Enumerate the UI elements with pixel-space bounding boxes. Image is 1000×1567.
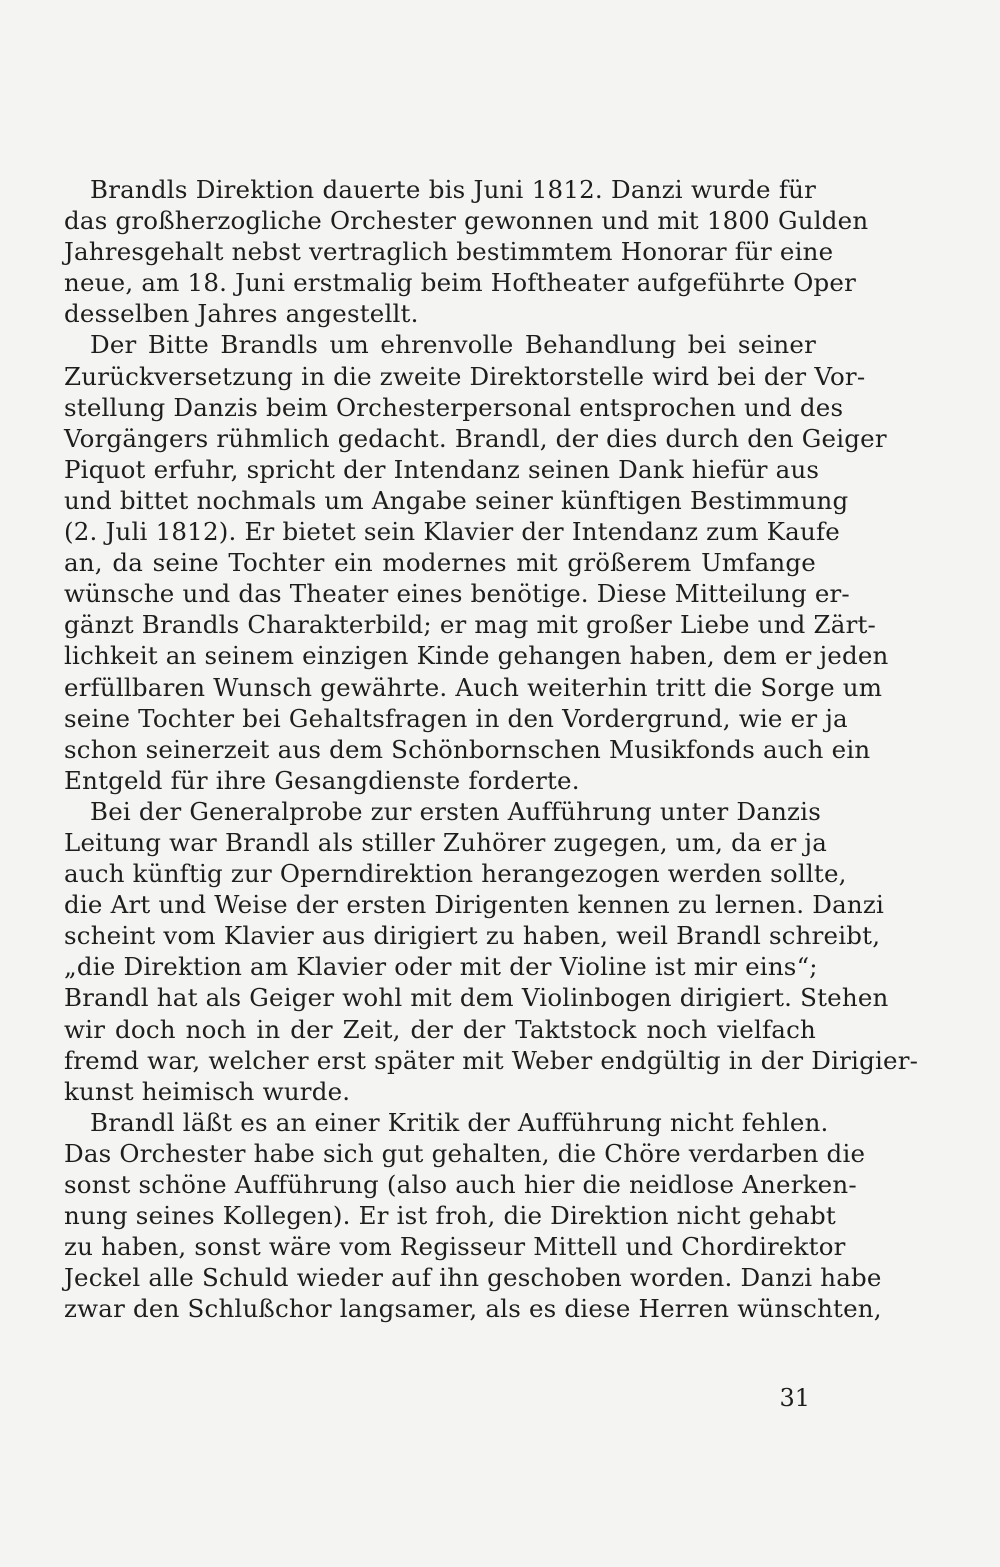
text-line: lichkeit an seinem einzigen Kinde gehangen haben, dem er jeden xyxy=(64,641,889,671)
text-line: „die Direktion am Klavier oder mit der Violine ist mir eins“; xyxy=(64,952,818,982)
text-line: neue, am 18. Juni erstmalig beim Hoftheater aufgeführte Oper xyxy=(64,268,857,298)
text-line: Brandl hat als Geiger wohl mit dem Violinbogen dirigiert. Stehen xyxy=(64,983,889,1013)
text-line: wir doch noch in der Zeit, der der Taktstock noch vielfach xyxy=(64,1014,816,1044)
text-line: Piquot erfuhr, spricht der Intendanz seinen Dank hiefür aus xyxy=(64,454,820,484)
text-line: sonst schöne Aufführung (also auch hier die neidlose Anerken- xyxy=(64,1170,857,1199)
text-line: wünsche und das Theater eines benötige. Diese Mitteilung er- xyxy=(64,579,850,609)
text-line: seine Tochter bei Gehaltsfragen in den Vordergrund, wie er ja xyxy=(64,703,848,733)
text-line: und bittet nochmals um Angabe seiner künftigen Bestimmung xyxy=(64,485,849,515)
text-line: nung seines Kollegen). Er ist froh, die Direktion nicht gehabt xyxy=(64,1201,836,1231)
text-line: Zurückversetzung in die zweite Direktorstelle wird bei der Vor- xyxy=(64,361,866,391)
text-line: zu haben, sonst wäre vom Regisseur Mittell und Chordirektor xyxy=(64,1232,846,1262)
text-line: Das Orchester habe sich gut gehalten, die Chöre verdarben die xyxy=(64,1138,866,1168)
text-line: Jeckel alle Schuld wieder auf ihn geschoben worden. Danzi habe xyxy=(64,1263,882,1293)
text-line: erfüllbaren Wunsch gewährte. Auch weiterhin tritt die Sorge um xyxy=(64,672,883,702)
text-line: Brandl läßt es an einer Kritik der Aufführung nicht fehlen. xyxy=(90,1107,829,1137)
text-line: zwar den Schlußchor langsamer, als es diese Herren wünschten, xyxy=(64,1294,882,1324)
text-line: Jahresgehalt nebst vertraglich bestimmtem Honorar für eine xyxy=(64,237,834,267)
text-line: die Art und Weise der ersten Dirigenten kennen zu lernen. Danzi xyxy=(64,890,885,920)
text-line: Entgeld für ihre Gesangdienste forderte. xyxy=(64,765,580,795)
text-line: (2. Juli 1812). Er bietet sein Klavier der Intendanz zum Kaufe xyxy=(64,517,840,547)
text-line: schon seinerzeit aus dem Schönbornschen Musikfonds auch ein xyxy=(64,734,871,764)
body-text xyxy=(64,174,919,1324)
text-line: gänzt Brandls Charakterbild; er mag mit großer Liebe und Zärt- xyxy=(64,610,877,640)
text-line: auch künftig zur Operndirektion herangezogen werden sollte, xyxy=(64,859,847,889)
text-line: desselben Jahres angestellt. xyxy=(64,299,419,329)
text-line: Leitung war Brandl als stiller Zuhörer zugegen, um, da er ja xyxy=(64,827,828,857)
text-line: an, da seine Tochter ein modernes mit größerem Umfange xyxy=(64,548,816,578)
text-line: das großherzogliche Orchester gewonnen und mit 1800 Gulden xyxy=(64,206,869,236)
text-line: Vorgängers rühmlich gedacht. Brandl, der dies durch den Geiger xyxy=(64,423,887,453)
text-line: stellung Danzis beim Orchesterpersonal entsprochen und des xyxy=(64,392,844,422)
text-line: Der Bitte Brandls um ehrenvolle Behandlung bei seiner xyxy=(90,330,816,360)
text-line: scheint vom Klavier aus dirigiert zu haben, weil Brandl schreibt, xyxy=(64,921,881,951)
text-line: Bei der Generalprobe zur ersten Aufführung unter Danzis xyxy=(90,796,821,826)
text-line: Brandls Direktion dauerte bis Juni 1812. Danzi wurde für xyxy=(90,175,816,204)
page-number: 31 xyxy=(779,1384,810,1412)
text-line: fremd war, welcher erst später mit Weber endgültig in der Dirigier- xyxy=(64,1045,919,1075)
text-line: kunst heimisch wurde. xyxy=(64,1076,351,1106)
